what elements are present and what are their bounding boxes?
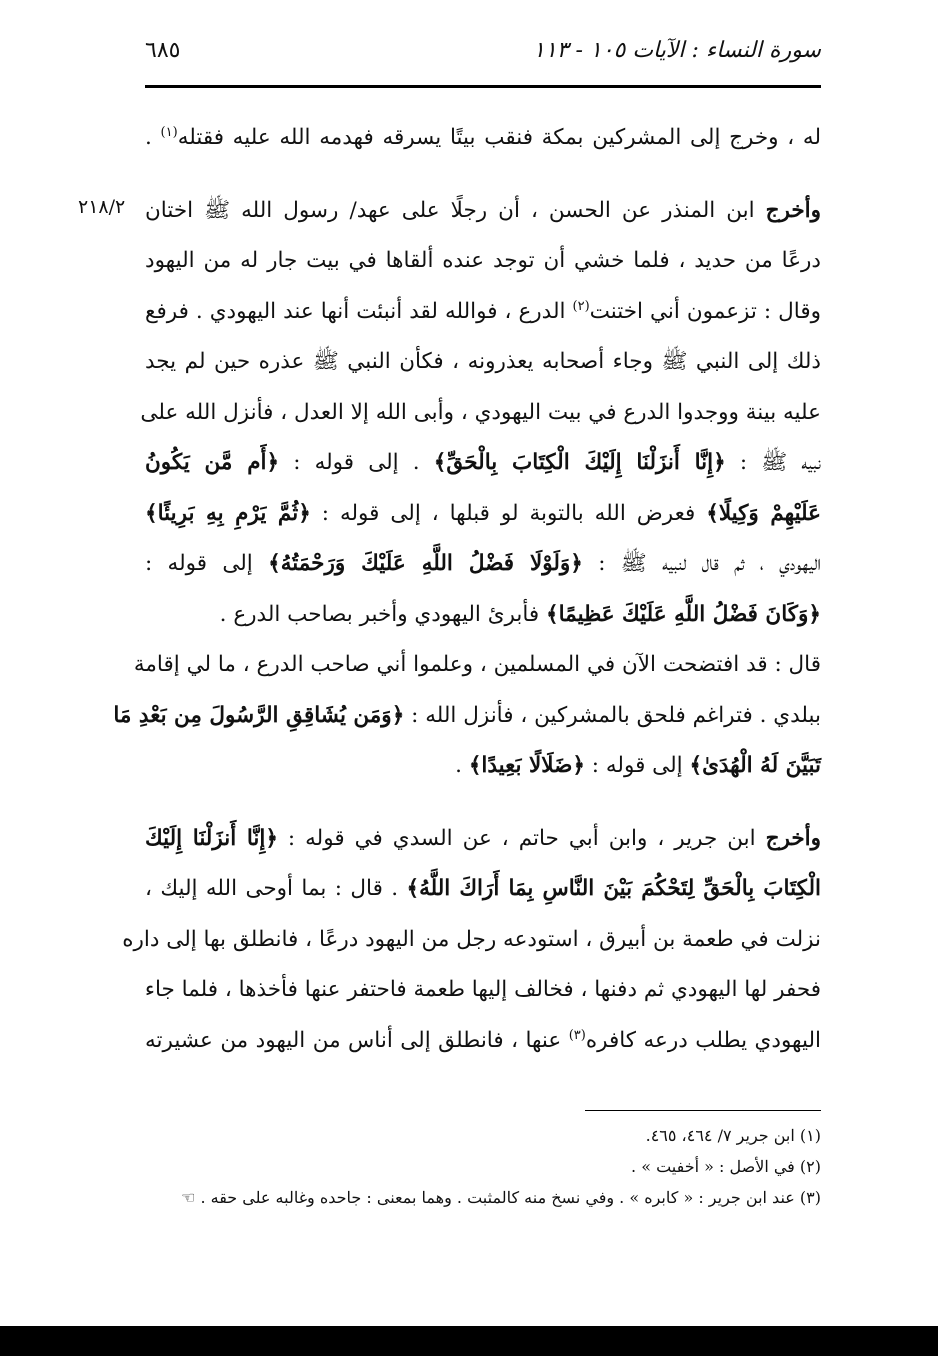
text-line (145, 741, 821, 792)
quran-quote: عَلَيْهِمْ وَكِيلًا﴾ (706, 500, 821, 526)
text-segment: له ، وخرج إلى المشركين بمكة فنقب بيتًا يسرقه فهدمه الله عليه فقتله (177, 125, 821, 150)
text-line (145, 113, 821, 164)
footnote-ref: (٣) (568, 1027, 586, 1043)
text-segment: . (455, 753, 469, 778)
text-line (145, 814, 821, 865)
text-line (145, 489, 821, 540)
footnote-ref: (٢) (572, 298, 590, 314)
text-line (145, 864, 821, 915)
text-segment: إلى قوله : (584, 753, 690, 778)
paragraph-gap (145, 792, 821, 814)
text-segment: إلى قوله : (145, 551, 269, 576)
footnote-ref: (١) (160, 124, 178, 140)
text-line: درعًا من حديد ، فلما خشي أن توجد عنده ألقاها في بيت جار له من اليهود (145, 248, 821, 273)
quran-quote: ﴿وَكَانَ فَضْلُ اللَّهِ عَلَيْكَ عَظِيمًا﴾ (546, 601, 821, 627)
quran-quote: ﴿ضَلَالًا بَعِيدًا﴾ (468, 753, 585, 778)
text-line (145, 287, 821, 338)
margin-reference: ٢١٨/٢ (78, 196, 126, 218)
text-line (145, 590, 821, 641)
footnotes (135, 1120, 821, 1213)
text-line (145, 539, 821, 590)
text-line: عليه بينة ووجدوا الدرع في بيت اليهودي ، وأبى الله إلا العدل ، فأنزل الله على (140, 399, 821, 425)
footnote: (١) ابن جرير ٧/ ٤٦٤، ٤٦٥. (645, 1126, 821, 1145)
text-segment: ببلدي . فتراغم فلحق بالمشركين ، فأنزل الله : (404, 702, 821, 728)
quran-quote: تَبَيَّنَ لَهُ الْهُدَىٰ﴾ (689, 753, 821, 778)
text-segment: اليهودي يطلب درعه كافره (585, 1027, 821, 1053)
text-line (145, 186, 821, 237)
footnote: (٢) في الأصل : « أخفيت » . (631, 1157, 821, 1176)
text-line (145, 1016, 821, 1067)
text-segment: . قال : بما أوحى الله إليك ، (145, 876, 407, 901)
text-line: ذلك إلى النبي ﷺ وجاء أصحابه يعذرونه ، فكأن النبي ﷺ عذره حين لم يجد (145, 349, 821, 374)
text-segment: الدرع ، فوالله لقد أنبئت أنها عند اليهودي . فرفع (145, 298, 573, 324)
text-segment: اليهودي ، ثم قال لنبيه ﷺ : (582, 551, 822, 576)
main-text (113, 113, 822, 1066)
quran-quote: الْكِتَابَ بِالْحَقِّ لِتَحْكُمَ بَيْنَ النَّاسِ بِمَا أَرَاكَ اللَّهُ﴾ (406, 876, 821, 901)
quran-quote: ﴿إِنَّا أَنزَلْنَا إِلَيْكَ الْكِتَابَ بِالْحَقِّ﴾ (433, 450, 726, 475)
text-line: نزلت في طعمة بن أبيرق ، استودعه رجل من اليهود درعًا ، فانطلق بها إلى داره (122, 926, 821, 952)
text-segment: ابن المنذر عن الحسن ، أن رجلًا على عهد/ رسول الله ﷺ اختان (145, 197, 766, 223)
running-header (145, 36, 821, 76)
quran-quote: ﴿وَلَوْلَا فَضْلُ اللَّهِ عَلَيْكَ وَرَحْمَتُهُ﴾ (268, 551, 583, 576)
quran-quote: ﴿أَم مَّن يَكُونُ (145, 450, 280, 475)
text-line: قال : قد افتضحت الآن في المسلمين ، وعلموا أني صاحب الدرع ، ما لي إقامة (133, 652, 821, 677)
text-segment: وقال : تزعمون أني اختنت (589, 298, 821, 324)
text-segment: . إلى قوله : (279, 450, 434, 475)
text-line: فحفر لها اليهودي ثم دفنها ، فخالف إليها طعمة فاحتفر عنها فأخذها ، فلما جاء (144, 977, 821, 1002)
text-segment: عنها ، فانطلق إلى أناس من اليهود من عشيرته (145, 1027, 569, 1053)
text-segment: فأبرئ اليهودي وأخبر بصاحب الدرع . (219, 601, 547, 627)
text-line (113, 691, 821, 742)
text-segment: فعرض الله بالتوبة لو قبلها ، إلى قوله : (310, 500, 707, 526)
quran-quote: ﴿إِنَّا أَنزَلْنَا إِلَيْكَ (145, 825, 278, 851)
text-segment: نبيه ﷺ : (725, 450, 821, 475)
quran-quote: ﴿وَمَن يُشَاقِقِ الرَّسُولَ مِن بَعْدِ مَا (113, 702, 405, 728)
paragraph-lead: وأخرج (765, 197, 821, 223)
quran-quote: ﴿ثُمَّ يَرْمِ بِهِ بَرِيئًا﴾ (145, 500, 311, 526)
scan-bottom-edge (0, 1326, 938, 1356)
paragraph-lead: وأخرج (765, 825, 822, 851)
footnote-rule (585, 1110, 821, 1111)
paragraph-gap (145, 164, 821, 186)
text-segment: ابن جرير ، وابن أبي حاتم ، عن السدي في قوله : (277, 825, 766, 851)
header-rule (145, 85, 821, 88)
text-segment: . (145, 125, 161, 150)
header-title: سورة النساء : الآيات ١٠٥ - ١١٣ (533, 38, 821, 63)
text-line (145, 438, 821, 489)
page-number: ٦٨٥ (145, 38, 181, 63)
footnote: (٣) عند ابن جرير : « كابره » . وفي نسخ منه كالمثبت . وهما بمعنى : جاحده وغالبه على حقه . ☜ (181, 1188, 821, 1207)
